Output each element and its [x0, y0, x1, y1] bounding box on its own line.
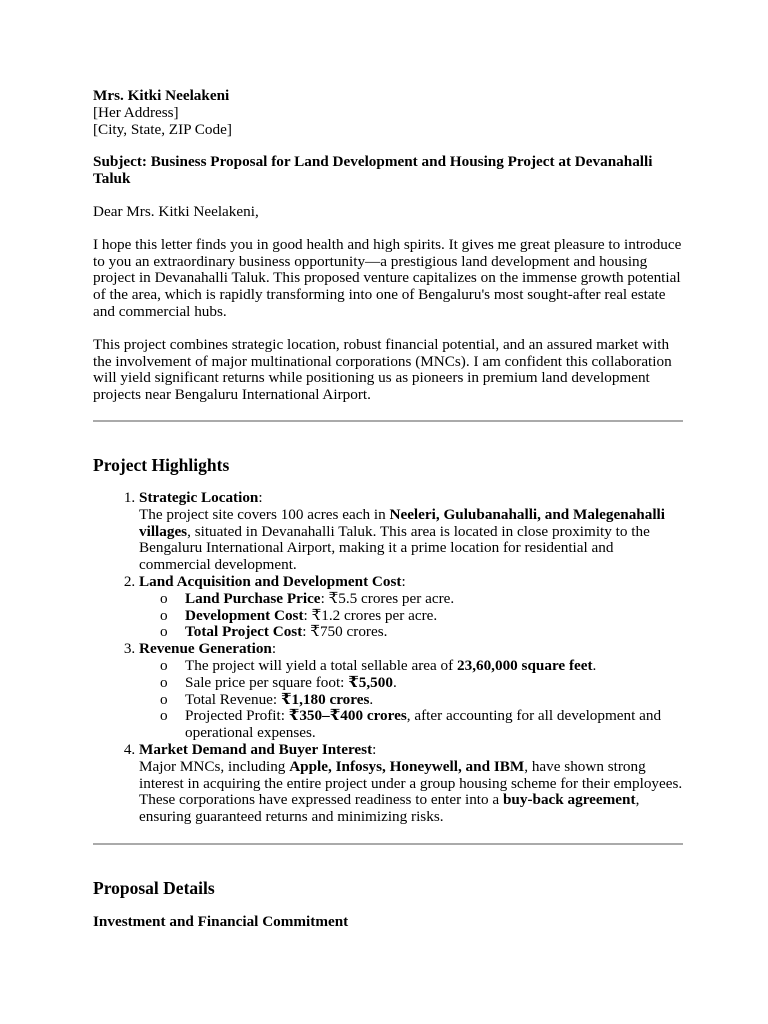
companies-text: Apple, Infosys, Honeywell, and IBM: [289, 757, 525, 775]
bullet-icon: o: [160, 606, 168, 624]
recipient-name: Mrs. Kitki Neelakeni: [93, 87, 230, 104]
sub-label: Land Purchase Price: [185, 589, 321, 607]
colon: :: [303, 606, 308, 624]
sub-item: [139, 708, 683, 742]
cost-sublist: [139, 591, 683, 641]
item-text: The project site covers 100 acres each in: [139, 505, 390, 523]
divider: [93, 843, 683, 845]
highlights-heading: Project Highlights: [93, 454, 230, 475]
bullet-icon: o: [160, 707, 168, 725]
sub-value: ₹1,180 crores: [280, 690, 370, 708]
item-title: Land Acquisition and Development Cost: [139, 572, 402, 590]
colon: :: [401, 572, 406, 590]
sub-item: [139, 624, 683, 641]
sub-value: ₹350–₹400 crores: [288, 707, 407, 725]
colon: :: [372, 740, 377, 758]
period: .: [369, 690, 374, 708]
bullet-icon: o: [160, 673, 168, 691]
item-title: Revenue Generation: [139, 640, 272, 658]
sub-value: 23,60,000 square feet: [457, 656, 593, 674]
proposal-heading: Proposal Details: [93, 877, 215, 898]
item-text: , have shown strong interest in acquiring the entire project under a group housing scheme for their employees. These corporations have expressed readiness to enter into a: [139, 757, 683, 809]
sub-item: [139, 692, 683, 709]
colon: :: [302, 623, 307, 641]
bullet-icon: o: [160, 623, 168, 641]
sub-value: ₹1.2 crores per acre.: [311, 606, 438, 624]
recipient-address: [Her Address]: [93, 103, 179, 121]
sub-value: ₹5,500: [348, 673, 393, 691]
sub-item: [139, 675, 683, 692]
list-item-strategic-location: [139, 490, 683, 574]
letter-body: [93, 88, 683, 931]
period: .: [592, 656, 597, 674]
sub-label: Total Project Cost: [185, 623, 303, 641]
recipient-block: [93, 88, 683, 138]
sub-text: Total Revenue:: [185, 690, 281, 708]
investment-subheading: Investment and Financial Commitment: [93, 912, 349, 930]
item-text: , situated in Devanahalli Taluk. This area is located in close proximity to the Bengaluru International Airport, making it a prime location for residential and commercial development.: [139, 522, 650, 574]
list-item-market-demand: [139, 742, 683, 826]
sub-value: ₹750 crores.: [310, 623, 388, 641]
sub-value: ₹5.5 crores per acre.: [328, 589, 455, 607]
bullet-icon: o: [160, 589, 168, 607]
highlights-list: [93, 490, 683, 826]
recipient-city: [City, State, ZIP Code]: [93, 120, 232, 138]
sub-text: , after accounting for all development and operational expenses.: [185, 707, 662, 742]
villages-text: Neeleri, Gulubanahalli, and Malegenahalli villages: [139, 505, 665, 540]
agreement-text: buy-back agreement: [502, 791, 636, 809]
divider: [93, 420, 683, 422]
colon: :: [271, 640, 277, 658]
revenue-sublist: [139, 658, 683, 742]
greeting: Dear Mrs. Kitki Neelakeni,: [93, 202, 259, 220]
colon: :: [258, 488, 263, 506]
sub-text: Sale price per square foot:: [185, 673, 349, 691]
intro-paragraph: I hope this letter finds you in good health and high spirits. It gives me great pleasure to introduce to you an extraordinary business opportunity—a prestigious land development and housing project in Devanahalli Taluk. This proposed venture capitalizes on the immense growth potential of the area, which is rapidly transforming into one of Bengaluru's most sought-after real estate and commercial hubs.: [93, 235, 682, 320]
bullet-icon: o: [160, 690, 168, 708]
list-item-land-cost: [139, 574, 683, 641]
item-text: , ensuring guaranteed returns and minimizing risks.: [139, 791, 640, 826]
sub-text: Projected Profit:: [185, 707, 289, 725]
item-title: Strategic Location: [139, 488, 259, 506]
subject-line: Subject: Business Proposal for Land Development and Housing Project at Devanahalli Taluk: [93, 153, 653, 188]
sub-item: [139, 658, 683, 675]
list-item-revenue: [139, 641, 683, 742]
sub-label: Development Cost: [185, 606, 304, 624]
period: .: [392, 673, 397, 691]
sub-item: [139, 591, 683, 608]
bullet-icon: o: [160, 656, 168, 674]
sub-text: The project will yield a total sellable area of: [185, 656, 457, 674]
item-text: Major MNCs, including: [139, 757, 290, 775]
item-title: Market Demand and Buyer Interest: [139, 740, 373, 758]
project-paragraph: This project combines strategic location, robust financial potential, and an assured market with the involvement of major multinational corporations (MNCs). I am confident this collaboration will yield significant returns while positioning us as pioneers in premium land development projects near Bengaluru International Airport.: [93, 335, 672, 404]
sub-item: [139, 608, 683, 625]
colon: :: [320, 589, 325, 607]
